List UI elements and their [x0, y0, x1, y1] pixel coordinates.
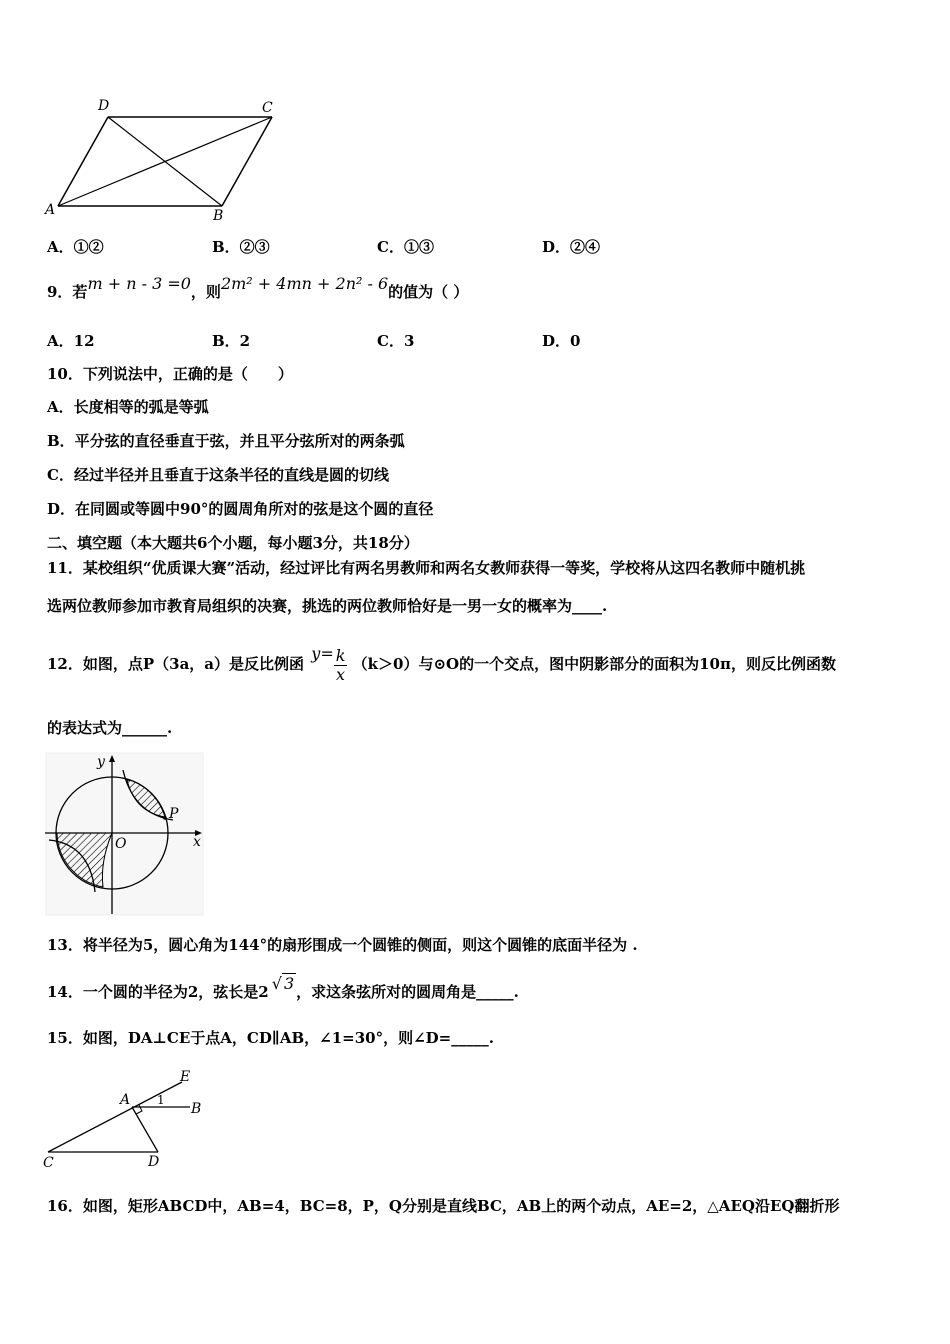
label-D: D — [98, 98, 110, 114]
q10-stem: 10．下列说法中，正确的是（ ） — [47, 365, 293, 383]
q13-text: 13．将半径为5，圆心角为144°的扇形围成一个圆锥的侧面，则这个圆锥的底面半径为 . — [47, 936, 638, 954]
q12-fraction-num: k — [335, 645, 346, 665]
q12-line-2: 的表达式为______. — [47, 719, 173, 737]
label-c: C — [43, 1155, 54, 1171]
section-2-heading: 二、填空题（本大题共6个小题，每小题3分，共18分） — [47, 534, 419, 552]
q14-radical — [272, 974, 296, 993]
q9-suffix: 的值为（ ） — [388, 283, 469, 301]
q10-option-c: C．经过半径并且垂直于这条半径的直线是圆的切线 — [47, 466, 389, 484]
q10-option-a: A．长度相等的弧是等弧 — [47, 398, 209, 416]
label-a: A — [120, 1092, 131, 1108]
circle-hyperbola-figure — [45, 752, 205, 917]
q9-stem — [47, 274, 469, 302]
q12-fraction — [334, 647, 348, 684]
q10-option-d: D．在同圆或等圆中90°的圆周角所对的弦是这个圆的直径 — [47, 500, 434, 518]
q10-option-b: B．平分弦的直径垂直于弦，并且平分弦所对的两条弧 — [47, 432, 405, 450]
label-C: C — [262, 100, 273, 116]
label-e: E — [180, 1069, 191, 1085]
q15-text: 15．如图，DA⊥CE于点A，CD∥AB，∠1=30°，则∠D=_____. — [47, 1029, 494, 1047]
q12-stem — [47, 642, 836, 686]
q9-prefix: 9．若 — [47, 283, 88, 301]
parallelogram-figure — [40, 95, 290, 225]
right-angle-mark — [136, 1105, 142, 1114]
q12-prefix: 12．如图，点P（3a，a）是反比例函 — [47, 655, 305, 673]
q11-line-2: 选两位教师参加市教育局组织的决赛，挑选的两位教师恰好是一男一女的概率为____. — [47, 597, 608, 615]
label-B: B — [213, 208, 224, 224]
label-p: P — [169, 806, 179, 822]
label-o: O — [115, 836, 127, 852]
q12-suffix: （k＞0）与⊙O的一个交点，图中阴影部分的面积为10π，则反比例函数 — [352, 655, 836, 673]
q14-text — [47, 974, 519, 1002]
edge-AD — [58, 117, 108, 206]
point-p — [163, 816, 167, 820]
label-d: D — [148, 1154, 160, 1170]
q14-prefix: 14．一个圆的半径为2，弦长是2 — [47, 983, 269, 1001]
q14-suffix: ，求这条弦所对的圆周角是_____. — [296, 983, 519, 1001]
angle-svg — [40, 1068, 220, 1173]
q8-option-d: D．②④ — [542, 238, 601, 256]
q9-option-a: A．12 — [47, 332, 95, 350]
q12-fraction-den: x — [336, 664, 346, 684]
q12-y: y — [311, 644, 321, 663]
parallelogram-svg — [40, 95, 290, 225]
q8-option-c: C．①③ — [377, 238, 434, 256]
q9-mid: ，则 — [190, 283, 221, 301]
q9-option-c: C．3 — [377, 332, 415, 350]
label-b: B — [191, 1101, 202, 1117]
q12-eq: = — [320, 644, 334, 663]
q8-option-a: A．①② — [47, 238, 104, 256]
diagonal-DB — [108, 117, 222, 206]
q9-option-d: D．0 — [542, 332, 581, 350]
label-1: 1 — [157, 1093, 165, 1107]
q9-condition: m + n - 3 =0 — [87, 274, 191, 293]
q11-line-1: 11．某校组织“优质课大赛”活动，经过评比有两名男教师和两名女教师获得一等奖，学校将从这四名教师中随机挑 — [47, 559, 806, 577]
label-x: x — [193, 834, 201, 850]
angle-figure — [40, 1068, 220, 1173]
q14-radicand: 3 — [283, 974, 295, 993]
q9-option-b: B．2 — [212, 332, 251, 350]
label-y: y — [97, 754, 105, 770]
q8-option-b: B．②③ — [212, 238, 270, 256]
edge-BC — [222, 117, 272, 206]
sqrt-icon: √ — [271, 974, 282, 993]
q16-text: 16．如图，矩形ABCD中，AB=4，BC=8，P，Q分别是直线BC，AB上的两个动点，AE=2，△AEQ沿EQ翻折形 — [47, 1197, 840, 1215]
circle-hyperbola-svg — [45, 752, 205, 917]
q9-expression: 2m² + 4mn + 2n² - 6 — [220, 274, 389, 293]
label-A: A — [45, 202, 56, 218]
